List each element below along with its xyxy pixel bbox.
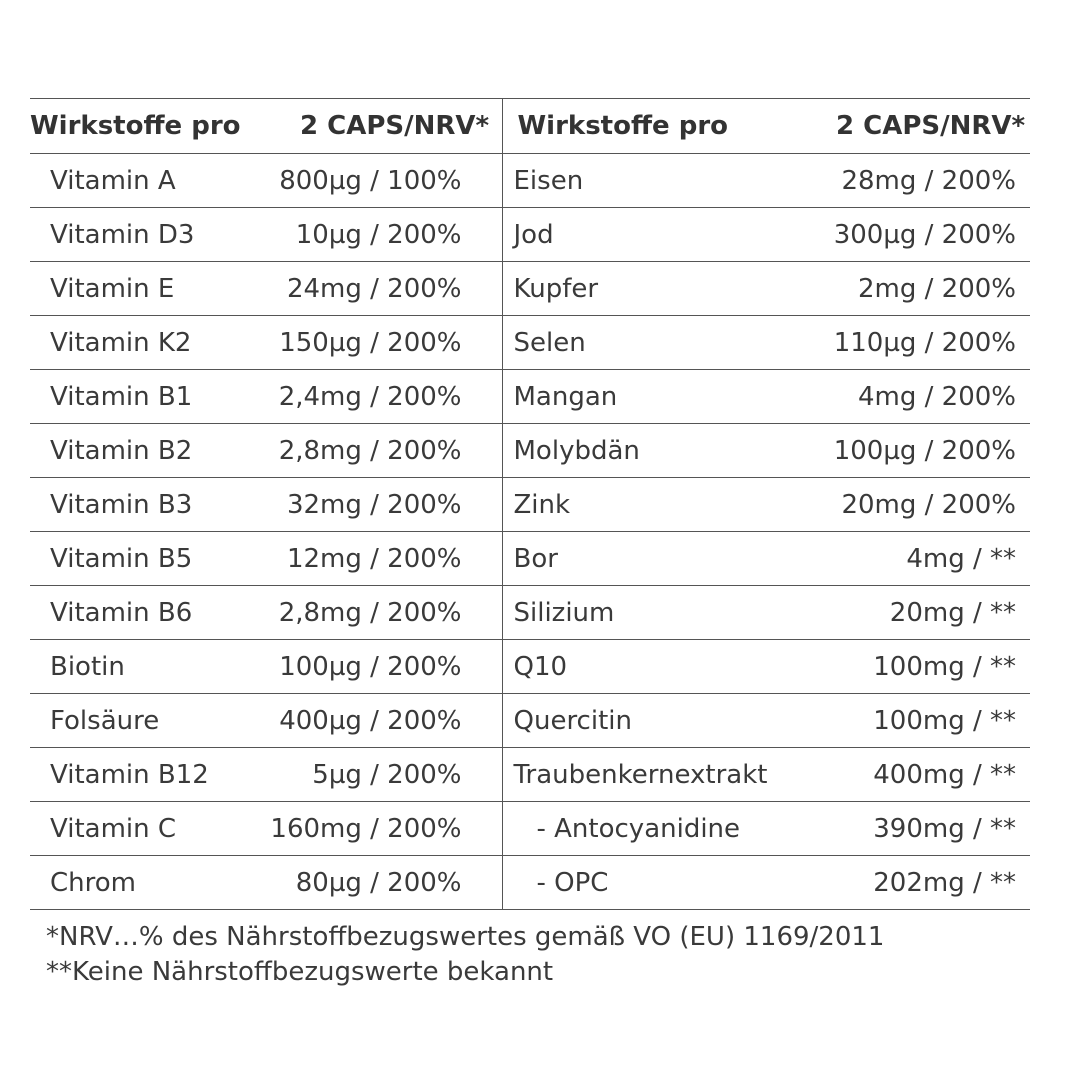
table-row [30,370,1030,424]
ingredient-value: 20mg / 200% [766,478,1030,532]
table-row [30,532,1030,586]
ingredient-name: Vitamin B3 [30,478,202,532]
footnote-nrv: *NRV…% des Nährstoffbezugswertes gemäß VO (EU) 1169/2011 [46,922,885,952]
ingredient-name: - Antocyanidine [502,802,766,856]
ingredient-value: 32mg / 200% [202,478,502,532]
table-row [30,748,1030,802]
ingredient-value: 2,8mg / 200% [202,424,502,478]
nutrition-table [30,98,1030,910]
ingredient-value: 4mg / 200% [766,370,1030,424]
ingredient-value: 24mg / 200% [202,262,502,316]
ingredient-name: Vitamin A [30,154,202,208]
ingredient-name: Jod [502,208,766,262]
ingredient-value: 80µg / 200% [202,856,502,910]
ingredient-name: Vitamin B1 [30,370,202,424]
ingredient-value: 20mg / ** [766,586,1030,640]
ingredient-value: 100mg / ** [766,694,1030,748]
ingredient-value: 28mg / 200% [766,154,1030,208]
header-left-dose: 2 CAPS/NRV* [202,99,502,154]
header-left-ingredient: Wirkstoffe pro [30,99,202,154]
ingredient-value: 2mg / 200% [766,262,1030,316]
ingredient-value: 400µg / 200% [202,694,502,748]
ingredient-name: Vitamin C [30,802,202,856]
ingredient-value: 100µg / 200% [202,640,502,694]
ingredient-value: 2,4mg / 200% [202,370,502,424]
ingredient-name: Vitamin E [30,262,202,316]
ingredient-value: 300µg / 200% [766,208,1030,262]
ingredient-value: 160mg / 200% [202,802,502,856]
ingredient-name: Molybdän [502,424,766,478]
ingredient-name: Eisen [502,154,766,208]
ingredient-name: Zink [502,478,766,532]
ingredient-name: Silizium [502,586,766,640]
table-row [30,208,1030,262]
ingredient-name: Q10 [502,640,766,694]
ingredient-value: 202mg / ** [766,856,1030,910]
ingredient-name: Kupfer [502,262,766,316]
ingredient-name: Folsäure [30,694,202,748]
ingredient-value: 12mg / 200% [202,532,502,586]
ingredient-name: Vitamin K2 [30,316,202,370]
header-right-ingredient: Wirkstoffe pro [502,99,766,154]
ingredient-name: - OPC [502,856,766,910]
table-row [30,586,1030,640]
table-row [30,802,1030,856]
ingredient-name: Vitamin B5 [30,532,202,586]
table-row [30,154,1030,208]
table-row [30,424,1030,478]
table-header-row [30,99,1030,154]
ingredient-name: Quercitin [502,694,766,748]
ingredient-value: 2,8mg / 200% [202,586,502,640]
ingredient-name: Vitamin B12 [30,748,202,802]
ingredient-value: 110µg / 200% [766,316,1030,370]
ingredient-name: Vitamin B6 [30,586,202,640]
ingredient-value: 390mg / ** [766,802,1030,856]
ingredient-value: 10µg / 200% [202,208,502,262]
ingredient-name: Vitamin D3 [30,208,202,262]
ingredient-value: 5µg / 200% [202,748,502,802]
ingredient-name: Mangan [502,370,766,424]
ingredient-value: 4mg / ** [766,532,1030,586]
table-row [30,478,1030,532]
ingredient-value: 800µg / 100% [202,154,502,208]
ingredient-name: Traubenkernextrakt [502,748,766,802]
ingredient-name: Biotin [30,640,202,694]
ingredient-value: 150µg / 200% [202,316,502,370]
table-row [30,316,1030,370]
table-row [30,856,1030,910]
ingredient-name: Vitamin B2 [30,424,202,478]
ingredient-name: Chrom [30,856,202,910]
table-row [30,694,1030,748]
table-row [30,640,1030,694]
ingredient-value: 400mg / ** [766,748,1030,802]
table-row [30,262,1030,316]
footnote-no-reference: **Keine Nährstoffbezugswerte bekannt [46,957,554,987]
header-right-dose: 2 CAPS/NRV* [766,99,1030,154]
footnotes [46,920,1046,990]
ingredient-value: 100µg / 200% [766,424,1030,478]
ingredient-value: 100mg / ** [766,640,1030,694]
ingredient-name: Bor [502,532,766,586]
ingredient-name: Selen [502,316,766,370]
